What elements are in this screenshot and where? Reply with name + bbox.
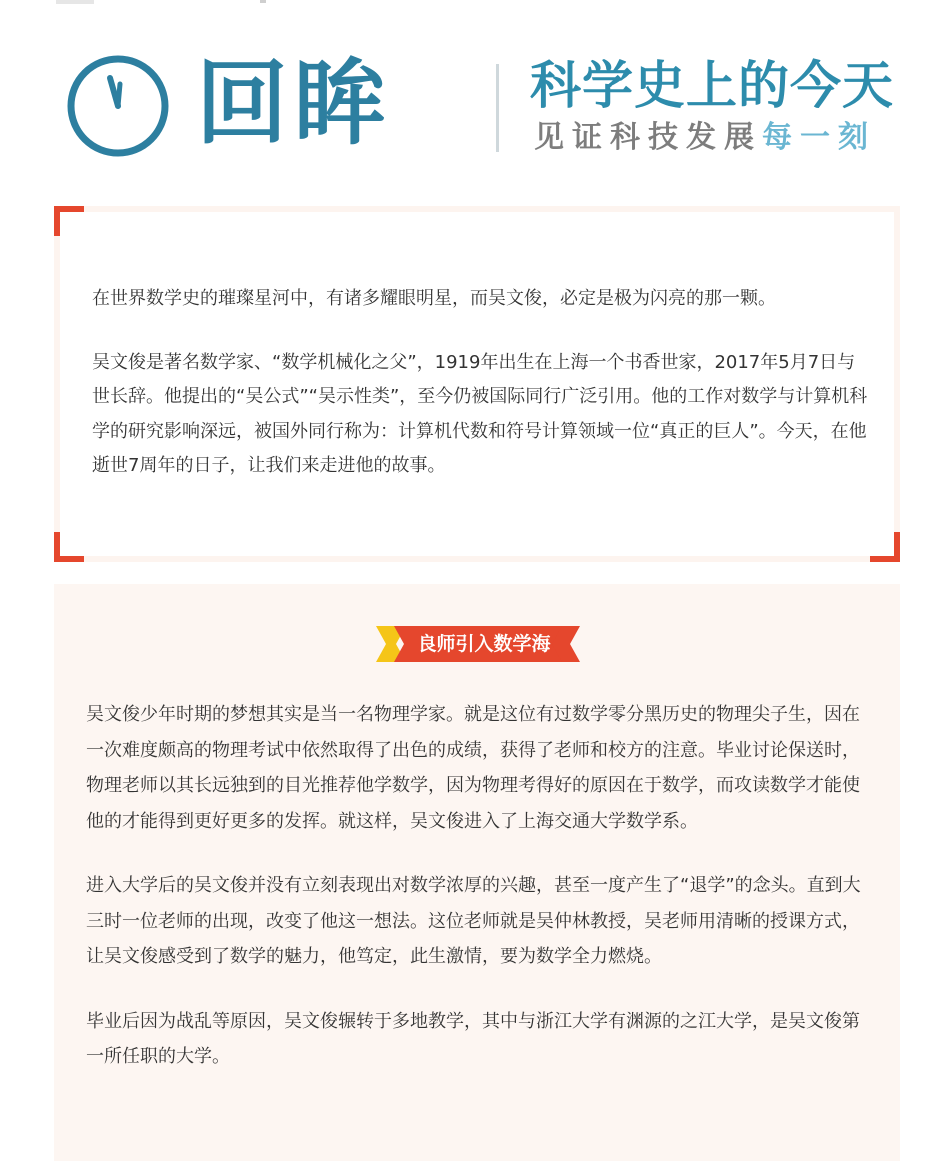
story-paragraph: 毕业后因为战乱等原因，吴文俊辗转于多地教学，其中与浙江大学有渊源的之江大学，是吴文俊第一所任职的大学。 [86,1010,860,1067]
story-text [86,697,870,1075]
banner-divider [496,64,499,152]
story-paragraph: 进入大学后的吴文俊并没有立刻表现出对数学浓厚的兴趣，甚至一度产生了“退学”的念头。直到大三时一位老师的出现，改变了他这一想法。这位老师就是吴仲林教授，吴老师用清晰的授课方式，让吴文俊感受到了数学的魅力，他笃定，此生激情，要为数学全力燃烧。 [86,875,861,967]
corner-bracket-bottom-left [54,532,84,562]
column-banner [60,48,895,163]
section-title: 良师引入数学海 [417,633,551,655]
story-paragraph: 吴文俊少年时期的梦想其实是当一名物理学家。就是这位有过数学零分黑历史的物理尖子生，因在一次难度颇高的物理考试中依然取得了出色的成绩，获得了老师和校方的注意。毕业讨论保送时，物理老师以其长远独到的目光推荐他学数学，因为物理考得好的原因在于数学，而攻读数学才能使他的才能得到更好更多的发挥。就这样，吴文俊进入了上海交通大学数学系。 [86,704,860,832]
intro-paragraph: 吴文俊是著名数学家、“数学机械化之父”，1919年出生在上海一个书香世家，2017年5月7日与世长辞。他提出的“吴公式”“吴示性类”，至今仍被国际同行广泛引用。他的工作对数学与计算机科学的研究影响深远，被国外同行称为：计算机代数和符号计算领域一位“真正的巨人”。今天，在他逝世7周年的日子，让我们来走进他的故事。 [92,351,868,476]
top-divider [56,0,94,4]
corner-bracket-top-left [54,206,84,236]
tagline-main: 见证科技发展 [534,120,762,155]
section-heading [376,626,580,662]
top-mark [260,0,266,3]
banner-headline: 科学史上的今天 [530,57,895,116]
corner-bracket-bottom-right [870,532,900,562]
tagline-accent: 每一刻 [762,120,876,155]
brand-title: 回眸 [196,50,393,157]
intro-text [92,282,868,484]
intro-box [54,206,900,562]
intro-paragraph: 在世界数学史的璀璨星河中，有诸多耀眼明星，而吴文俊，必定是极为闪亮的那一颗。 [92,288,776,309]
banner-tagline [534,120,876,156]
clock-icon [66,54,170,158]
story-section [54,584,900,1161]
